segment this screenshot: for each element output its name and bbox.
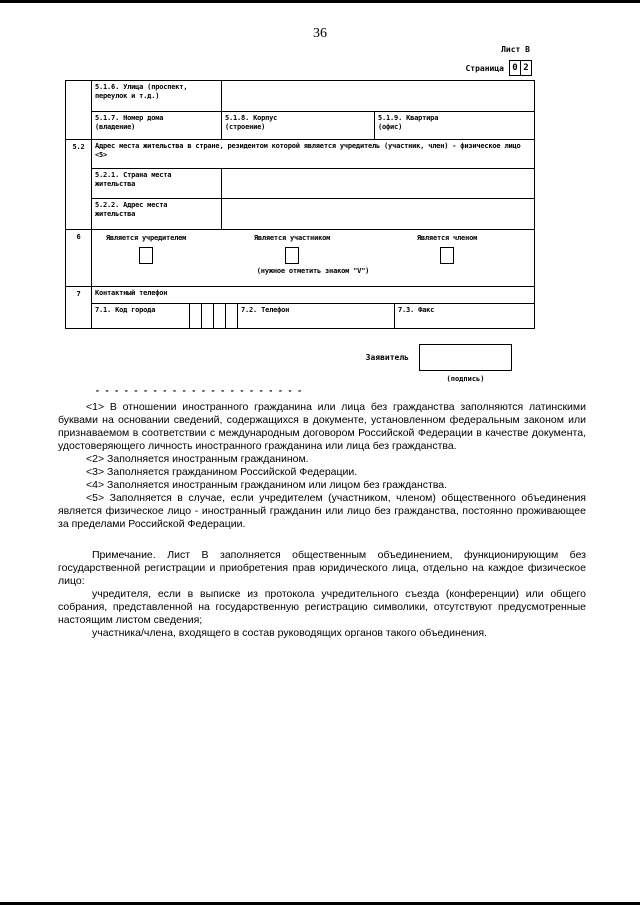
scan-border-top [0,0,640,3]
city-code-cell[interactable] [202,304,214,328]
applicant-block [300,344,512,383]
checkbox-participant[interactable] [285,247,299,264]
checkbox-founder[interactable] [139,247,153,264]
contact-phone-header: Контактный телефон [95,289,168,297]
option-member [397,234,497,264]
label-is-participant: Является участником [253,234,331,242]
field-label-street: 5.1.6. Улица (проспект, переулок и т.д.) [92,81,222,111]
signature-box[interactable] [419,344,512,371]
section-number-cell-empty [66,81,92,139]
field-label-house-number: 5.1.7. Номер дома (владение) [92,112,222,139]
page-digit-cell: 0 [509,60,521,76]
section-number: 7 [66,287,92,328]
note-intro: Примечание. Лист В заполняется общественным объединением, функционирующим без государственной регистрации и приобретения прав юридического лица, отдельно на каждое физическое лицо: [58,549,586,587]
page-number: 36 [313,26,327,41]
section-5-2 [66,139,534,229]
footnote-3: <3> Заполняется гражданином Российской Федерации. [86,466,358,478]
applicant-label: Заявитель [365,353,409,362]
page-digit-boxes [509,60,532,76]
label-is-founder: Является учредителем [105,234,187,242]
city-code-cell[interactable] [190,304,202,328]
city-code-cell[interactable] [226,304,238,328]
section-7 [66,286,534,328]
footnote-5: <5> Заполняется в случае, если учредителем (участником, членом) общественного объединения является физическое лицо - иностранный гражданин или лицо без гражданства, постоянно проживающее за пределами Российской Федерации. [58,492,586,530]
field-label-phone: 7.2. Телефон [238,304,395,328]
footnote-1: <1> В отношении иностранного гражданина или лица без гражданства заполняются латинскими буквами на основании сведений, содержащихся в документе, установленном федеральным законом или признаваемом в соответствии с международным договором Российской Федерации в качестве документа, удостоверяющего личность иностранного гражданина или лица без гражданства. [58,401,586,452]
option-founder [95,234,197,264]
field-label-fax: 7.3. Факс [398,306,435,314]
sheet-label: Лист В [501,45,530,54]
note-item-founder: учредителя, если в выписке из протокола учредительного съезда (конференции) или общего собрания, представленной на государственную регистрацию символики, отсутствуют предусмотренные настоящим листом сведения; [58,588,586,626]
role-options-row [92,230,534,264]
signature-caption: (подпись) [446,375,485,383]
footnotes-section [58,401,586,640]
footnote-2: <2> Заполняется иностранным гражданином. [86,453,309,465]
footnote-4: <4> Заполняется иностранным гражданином или лицом без гражданства. [86,479,448,491]
dashed-separator: - - - - - - - - - - - - - - - - - - - - - - [95,386,303,395]
section-5-2-header: Адрес места жительства в стране, резидентом которой является учредитель (участник, член) - физическое лицо <5> [95,142,521,159]
note-item-member: участника/члена, входящего в состав руководящих органов такого объединения. [92,627,487,639]
page-indicator-label: Страница [465,63,504,73]
residence-address-value-cell[interactable] [222,199,534,229]
option-participant [237,234,347,264]
label-is-member: Является членом [416,234,478,242]
city-code-cell[interactable] [214,304,226,328]
page-indicator [465,60,532,76]
field-label-residence-address: 5.2.2. Адрес места жительства [92,199,222,229]
section-number: 5.2 [66,140,92,229]
section-6 [66,229,534,286]
checkbox-hint: (нужное отметить знаком "V") [256,267,370,275]
field-label-building: 5.1.8. Корпус (строение) [222,112,375,139]
country-value-cell[interactable] [222,169,534,198]
field-label-country: 5.2.1. Страна места жительства [92,169,222,198]
section-5-1 [66,81,534,139]
field-label-apartment: 5.1.9. Квартира (офис) [378,114,439,131]
checkbox-member[interactable] [440,247,454,264]
form-table [65,80,535,329]
page-digit-cell: 2 [520,60,532,76]
field-label-city-code: 7.1. Код города [92,304,190,328]
street-value-cell[interactable] [222,81,534,111]
section-number: 6 [66,230,92,286]
